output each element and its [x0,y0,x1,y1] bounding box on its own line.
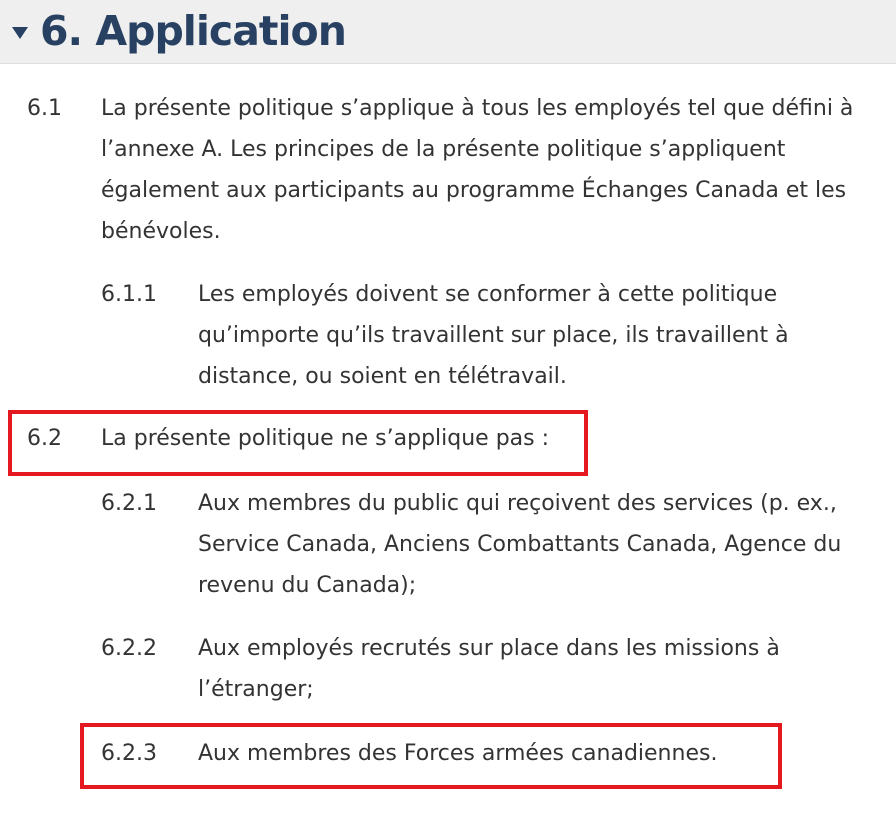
item-number-6-2-3: 6.2.3 [101,741,157,766]
item-text-6-2: La présente politique ne s’applique pas : [101,426,550,451]
section-header[interactable] [0,0,896,64]
item-number-6-2-1: 6.2.1 [101,491,157,516]
item-text-6-1: La présente politique s’applique à tous les employés tel que défini à l’annexe A. Les principes de la présente politique s’appliquent également aux participants au programme Échanges Canada et les bénévoles. [101,96,854,244]
item-number-6-2-2: 6.2.2 [101,636,157,661]
item-text-6-2-3: Aux membres des Forces armées canadiennes. [198,741,718,766]
caret-down-icon[interactable] [12,27,28,39]
item-text-6-1-1: Les employés doivent se conformer à cette politique qu’importe qu’ils travaillent sur place, ils travaillent à distance, ou soient en télétravail. [198,282,789,389]
item-text-6-2-1: Aux membres du public qui reçoivent des services (p. ex., Service Canada, Anciens Combattants Canada, Agence du revenu du Canada); [198,491,842,598]
item-number-6-1: 6.1 [27,96,62,121]
item-number-6-1-1: 6.1.1 [101,282,157,307]
section-title: 6. Application [40,7,346,55]
item-text-6-2-2: Aux employés recrutés sur place dans les missions à l’étranger; [198,636,780,702]
item-number-6-2: 6.2 [27,426,62,451]
